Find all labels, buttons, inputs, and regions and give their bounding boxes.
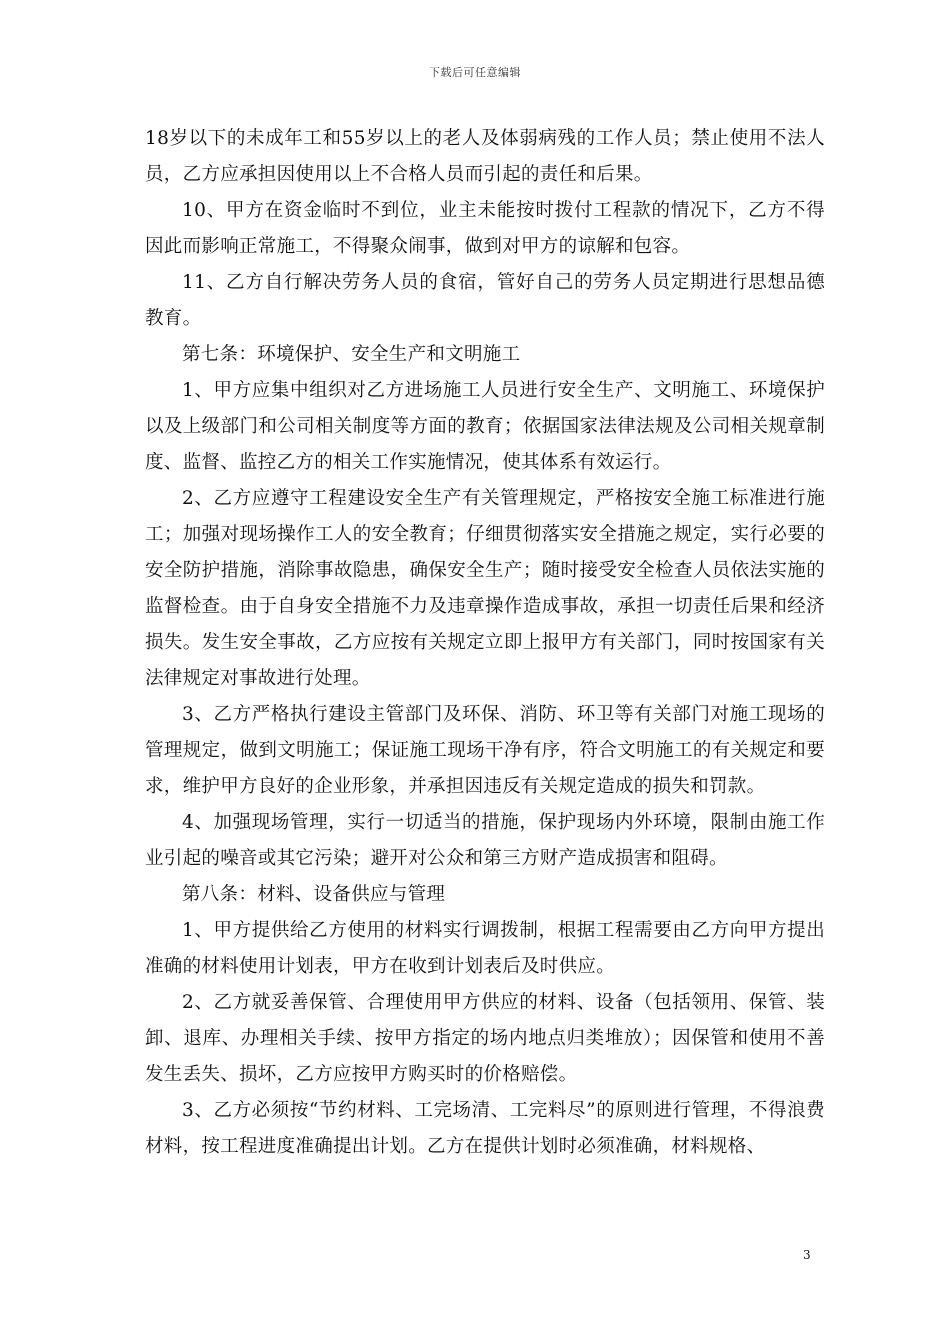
section-heading-article-7: 第七条：环境保护、安全生产和文明施工: [182, 344, 521, 365]
section-heading-article-8: 第八条：材料、设备供应与管理: [182, 884, 446, 905]
paragraph-11: 2、乙方就妥善保管、合理使用甲方供应的材料、设备（包括领用、保管、装卸、退库、办理相关手续、按甲方指定的场内地点归类堆放）；因保管和使用不善发生丢失、损坏，乙方应按甲方购买时的价格赔偿。: [145, 992, 825, 1085]
paragraph-2: 10、甲方在资金临时不到位，业主未能按时拨付工程款的情况下，乙方不得因此而影响正常施工，不得聚众闹事，做到对甲方的谅解和包容。: [145, 200, 825, 257]
paragraph-5: 1、甲方应集中组织对乙方进场施工人员进行安全生产、文明施工、环境保护以及上级部门和公司相关制度等方面的教育；依据国家法律法规及公司相关规章制度、监督、监控乙方的相关工作实施情况，使其体系有效运行。: [145, 380, 825, 473]
paragraph-8: 4、加强现场管理，实行一切适当的措施，保护现场内外环境，限制由施工作业引起的噪音或其它污染；避开对公众和第三方财产造成损害和阻碍。: [145, 812, 825, 869]
page-header: 下载后可任意编辑: [429, 66, 521, 79]
paragraph-7: 3、乙方严格执行建设主管部门及环保、消防、环卫等有关部门对施工现场的管理规定，做到文明施工；保证施工现场干净有序，符合文明施工的有关规定和要求，维护甲方良好的企业形象，并承担因违反有关规定造成的损失和罚款。: [145, 704, 825, 797]
paragraph-3: 11、乙方自行解决劳务人员的食宿，管好自己的劳务人员定期进行思想品德教育。: [145, 272, 825, 329]
document-body: [145, 121, 825, 1165]
page-number: 3: [803, 1248, 811, 1262]
paragraph-12: 3、乙方必须按“节约材料、工完场清、工完料尽”的原则进行管理，不得浪费材料，按工程进度准确提出计划。乙方在提供计划时必须准确，材料规格、: [145, 1100, 825, 1157]
paragraph-6: 2、乙方应遵守工程建设安全生产有关管理规定，严格按安全施工标准进行施工；加强对现场操作工人的安全教育；仔细贯彻落实安全措施之规定，实行必要的安全防护措施，消除事故隐患，确保安全生产；随时接受安全检查人员依法实施的监督检查。由于自身安全措施不力及违章操作造成事故，承担一切责任后果和经济损失。发生安全事故，乙方应按有关规定立即上报甲方有关部门，同时按国家有关法律规定对事故进行处理。: [145, 488, 825, 689]
paragraph-1: 18岁以下的未成年工和55岁以上的老人及体弱病残的工作人员；禁止使用不法人员，乙方应承担因使用以上不合格人员而引起的责任和后果。: [145, 128, 825, 185]
paragraph-10: 1、甲方提供给乙方使用的材料实行调拨制，根据工程需要由乙方向甲方提出准确的材料使用计划表，甲方在收到计划表后及时供应。: [145, 920, 825, 977]
